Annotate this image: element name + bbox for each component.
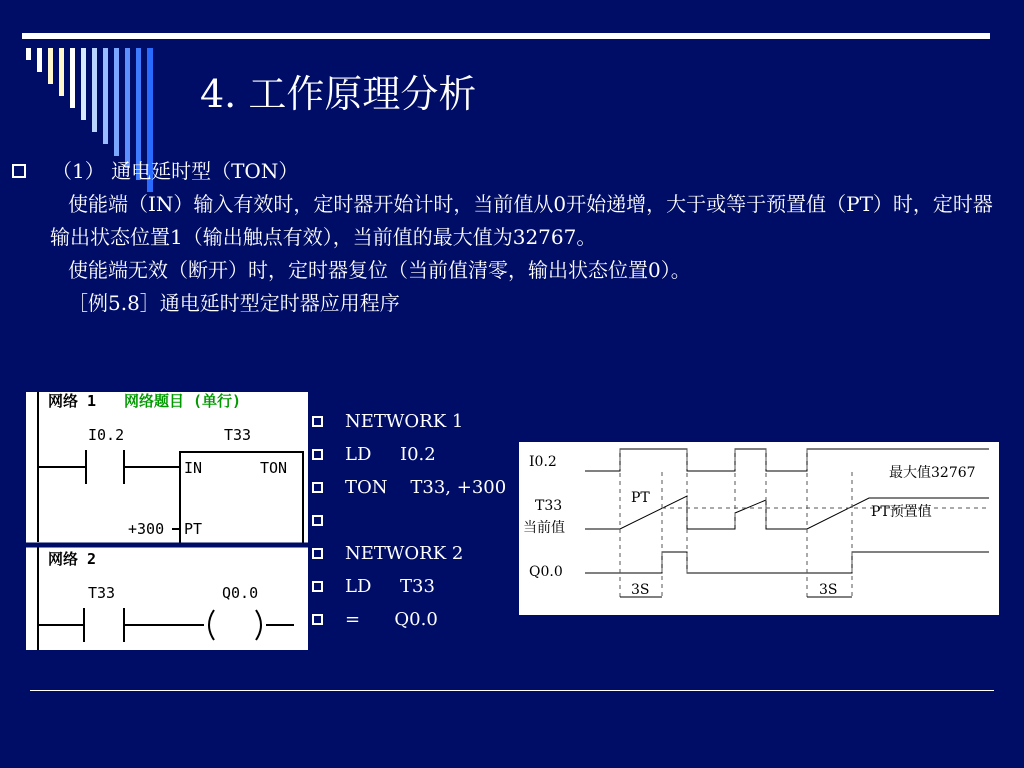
- pt-marker-label: PT: [631, 490, 650, 506]
- code-line: = Q0.0: [312, 603, 506, 636]
- coil-q00-label: Q0.0: [222, 584, 259, 602]
- bullet-square-icon: [312, 581, 323, 592]
- code-line: [312, 504, 506, 537]
- bullet-square-icon: [312, 416, 323, 427]
- timer-ton-label: TON: [260, 459, 288, 477]
- paragraph-enable-active: 使能端（IN）输入有效时，定时器开始计时，当前值从0开始递增，大于或等于预置值（PT）时，定时器输出状态位置1（输出触点有效），当前值的最大值为32767。: [50, 192, 993, 249]
- code-line: NETWORK 1: [312, 405, 506, 438]
- delay-3s-label-first: 3S: [631, 582, 650, 598]
- code-line: TON T33, +300: [312, 471, 506, 504]
- network2-label: 网络 2: [48, 550, 97, 568]
- signal-t33-label: T33: [535, 498, 563, 514]
- timing-diagram: [519, 442, 999, 615]
- pt-preset-label: PT预置值: [871, 504, 932, 520]
- stl-code-list: [312, 405, 506, 636]
- example-caption: ［例5.8］通电延时型定时器应用程序: [68, 291, 400, 315]
- slide-title: 4. 工作原理分析: [200, 72, 477, 116]
- pt-value: +300: [128, 520, 165, 538]
- bullet-square-icon: [312, 614, 323, 625]
- bullet-square-icon: [312, 548, 323, 559]
- delay-3s-label-second: 3S: [819, 582, 838, 598]
- signal-current-value-label: 当前值: [523, 520, 565, 536]
- signal-q00-label: Q0.0: [529, 564, 563, 580]
- code-line: LD I0.2: [312, 438, 506, 471]
- subheading: （1） 通电延时型（TON）: [52, 159, 299, 183]
- network1-label: 网络 1: [48, 392, 97, 410]
- contact-t33-label: T33: [88, 584, 116, 602]
- code-line: LD T33: [312, 570, 506, 603]
- signal-i02-label: I0.2: [529, 454, 557, 470]
- network1-comment: 网络题目 (单行): [124, 392, 242, 410]
- bottom-rule: [30, 690, 994, 691]
- timing-svg: [519, 442, 999, 615]
- contact-i02-label: I0.2: [88, 426, 125, 444]
- max-value-label: 最大值32767: [889, 465, 976, 481]
- bullet-square-icon: [312, 449, 323, 460]
- code-line: NETWORK 2: [312, 537, 506, 570]
- ladder-diagram: [26, 392, 308, 650]
- subheading-line: [12, 155, 1012, 188]
- slide-content: [12, 155, 1012, 320]
- bullet-square-icon: [312, 482, 323, 493]
- bullet-square-icon: [12, 164, 26, 178]
- paragraph-enable-inactive: 使能端无效（断开）时，定时器复位（当前值清零，输出状态位置0）。: [68, 258, 691, 282]
- timer-t33-label: T33: [224, 426, 252, 444]
- ladder-svg: [26, 392, 308, 650]
- bullet-square-icon: [312, 515, 323, 526]
- timer-in-pin: IN: [184, 459, 203, 477]
- timer-pt-pin: PT: [184, 520, 203, 538]
